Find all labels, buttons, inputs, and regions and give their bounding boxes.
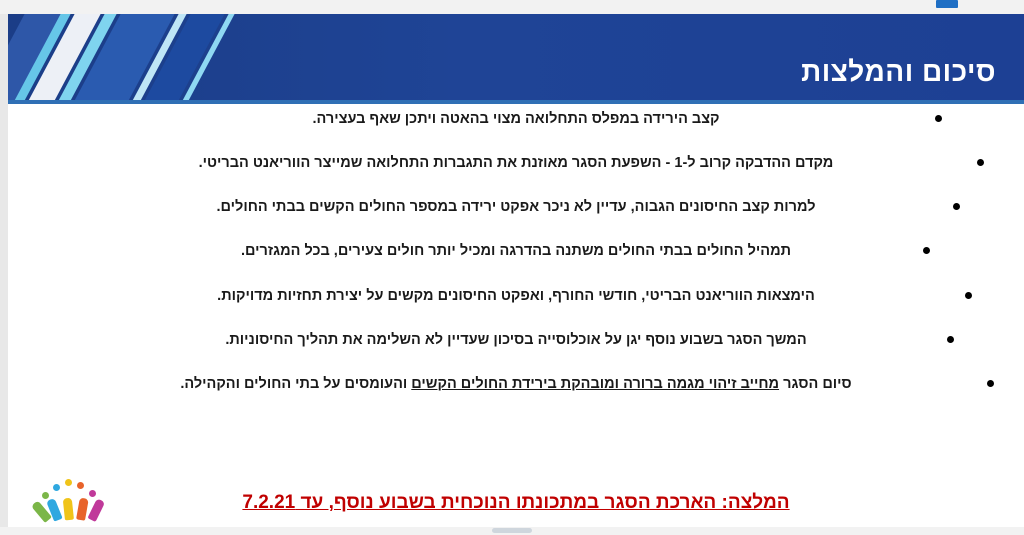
- bullet-text-pre: סיום הסגר: [779, 375, 852, 392]
- bullet-text: המשך הסגר בשבוע נוסף יגן על אוכלוסייה בסיכון שעדיין לא השלימה את תהליך החיסוניות.: [225, 331, 807, 348]
- bullet-text: תמהיל החולים בבתי החולים משתנה בהדרגה ומכיל יותר חולים צעירים, בכל המגזרים.: [240, 243, 792, 260]
- window-top-strip: [0, 0, 1024, 15]
- bullet-dot-icon: [947, 336, 954, 343]
- bullet-dot-icon: [965, 292, 972, 299]
- bullet-dot-icon: [987, 380, 994, 387]
- list-item: [32, 242, 1000, 260]
- left-gutter: [0, 14, 8, 535]
- list-item: [32, 110, 1000, 128]
- bullet-text: הימצאות הווריאנט הבריטי, חודשי החורף, ואפקט החיסונים מקשים על יצירת תחזיות מדויקות.: [217, 287, 815, 304]
- list-item: [32, 154, 1000, 172]
- bullet-text: קצב הירידה במפלס התחלואה מצוי בהאטה ויתכן שאף בעצירה.: [312, 111, 720, 127]
- bullet-dot-icon: [977, 159, 984, 166]
- list-item: [32, 375, 1000, 393]
- window-bottom-strip: [0, 527, 1024, 535]
- list-item: [32, 287, 1000, 305]
- bullet-dot-icon: [935, 115, 942, 122]
- list-item: [32, 331, 1000, 349]
- bullet-text: למרות קצב החיסונים הגבוה, עדיין לא ניכר אפקט ירידה במספר החולים הקשים בבתי החולים.: [216, 199, 816, 216]
- bullet-text-emphasis: מחייב זיהוי מגמה ברורה ומובהקת בירידת החולים הקשים: [411, 375, 780, 392]
- bullet-dot-icon: [923, 247, 930, 254]
- horizontal-scrollbar[interactable]: [492, 528, 532, 533]
- list-item: [32, 198, 1000, 216]
- organization-logo: [42, 476, 104, 524]
- bullet-list: [32, 110, 1000, 393]
- slide-header-band: [8, 14, 1024, 100]
- slide-body: [8, 110, 1024, 419]
- bullet-text-post: והעומסים על בתי החולים והקהילה.: [180, 375, 412, 392]
- bullet-dot-icon: [953, 203, 960, 210]
- slide-canvas: [8, 14, 1024, 527]
- bullet-text: מקדם ההדבקה קרוב ל-1 - השפעת הסגר מאוזנת את התגברות התחלואה שמייצר הווריאנט הבריטי.: [198, 155, 834, 172]
- header-underline: [8, 100, 1024, 104]
- recommendation-text: המלצה: הארכת הסגר במתכונתו הנוכחית בשבוע נוסף, עד 7.2.21: [242, 492, 790, 513]
- scroll-indicator-top[interactable]: [936, 0, 958, 8]
- slide-title: סיכום והמלצות: [801, 56, 996, 87]
